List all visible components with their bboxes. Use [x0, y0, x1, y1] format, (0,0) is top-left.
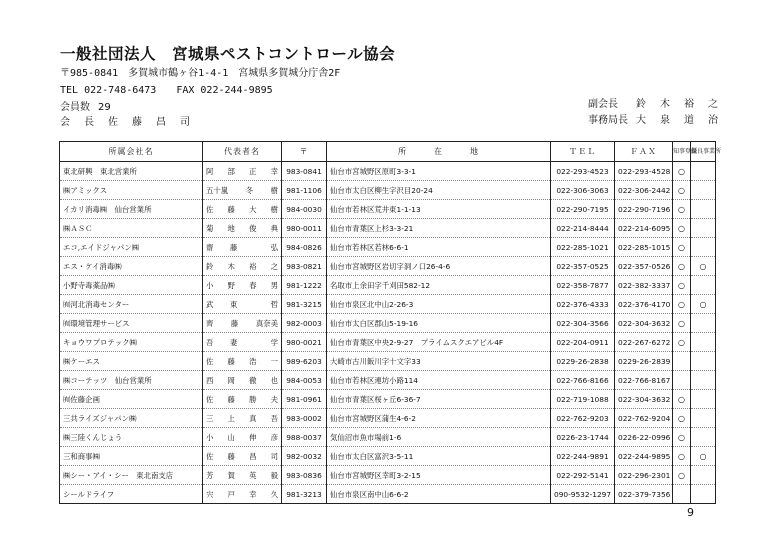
representative-name-part: 藤: [227, 451, 235, 461]
representative-name-part: 樹: [270, 204, 278, 214]
cell-governor-registration: ○: [673, 181, 691, 200]
cell-excellent-office: [691, 409, 716, 428]
cell-tel: 022-204-0911: [551, 333, 615, 352]
representative-name-part: 司: [270, 451, 278, 461]
cell-governor-registration: ○: [673, 238, 691, 257]
officer-role: 副会長: [588, 99, 618, 110]
representative-name: [206, 470, 278, 481]
cell-governor-registration: [673, 352, 691, 371]
organization-title: 一般社団法人 宮城県ペストコントロール協会: [60, 45, 396, 63]
table-row: [60, 409, 716, 428]
representative-name: [206, 356, 278, 367]
cell-excellent-office: [691, 390, 716, 409]
cell-address: 仙台市宮城野区幸町3-2-15: [327, 466, 551, 485]
cell-tel: 022-290-7195: [551, 200, 615, 219]
representative-name: [206, 432, 278, 443]
table-row: [60, 466, 716, 485]
cell-tel: 022-766-8166: [551, 371, 615, 390]
cell-tel: 022-293-4523: [551, 162, 615, 181]
representative-name-part: 男: [270, 280, 278, 290]
cell-tel: 090-9532-1297: [551, 485, 615, 504]
header-governor-registration: 知事登録: [673, 142, 691, 162]
cell-governor-registration: ○: [673, 276, 691, 295]
representative-name: [206, 413, 278, 424]
cell-excellent-office: ○: [691, 257, 716, 276]
cell-company: エス・ケイ消毒㈱: [60, 257, 203, 276]
cell-representative: [203, 352, 282, 371]
representative-name: [206, 299, 278, 310]
representative-name-part: 小: [206, 280, 214, 290]
representative-name-part: 五十嵐: [206, 185, 229, 195]
cell-address: 大崎市古川飯川字十文字33: [327, 352, 551, 371]
cell-fax: 0229-26-2839: [615, 352, 673, 371]
cell-representative: [203, 295, 282, 314]
representative-name-part: 哲: [270, 299, 278, 309]
header-company: 所属会社名: [60, 142, 203, 162]
cell-excellent-office: [691, 200, 716, 219]
cell-tel: 0229-26-2838: [551, 352, 615, 371]
cell-company: ㈲佐藤企画: [60, 390, 203, 409]
representative-name-part: 武: [206, 299, 214, 309]
officer-role: 事務局長: [588, 115, 628, 126]
representative-name-part: 賀: [227, 470, 235, 480]
representative-name-part: 也: [270, 375, 278, 385]
cell-tel: 022-357-0525: [551, 257, 615, 276]
representative-name-part: 久: [270, 489, 278, 499]
representative-name-part: 真: [249, 413, 257, 423]
cell-address: 仙台市青葉区桜ヶ丘6-36-7: [327, 390, 551, 409]
representative-name-part: 野: [227, 280, 235, 290]
table-row: [60, 238, 716, 257]
representative-name-part: 吾: [206, 337, 214, 347]
representative-name-part: 齋: [206, 242, 214, 252]
cell-tel: 022-244-9891: [551, 447, 615, 466]
cell-fax: 022-306-2442: [615, 181, 673, 200]
cell-representative: [203, 238, 282, 257]
representative-name-part: 藤: [227, 204, 235, 214]
cell-representative: [203, 219, 282, 238]
representative-name: [206, 242, 278, 253]
cell-excellent-office: [691, 466, 716, 485]
cell-excellent-office: [691, 428, 716, 447]
cell-fax: 022-290-7196: [615, 200, 673, 219]
representative-name-part: 芳: [206, 470, 214, 480]
cell-zip: 983-0836: [282, 466, 327, 485]
cell-address: 仙台市宮城野区岩切字洞ノ口26-4-6: [327, 257, 551, 276]
representative-name-part: 藤: [227, 356, 235, 366]
cell-representative: [203, 200, 282, 219]
representative-name-part: 之: [270, 261, 278, 271]
cell-governor-registration: ○: [673, 257, 691, 276]
representative-name-part: 藤: [230, 242, 238, 252]
representative-name: [206, 223, 278, 234]
cell-tel: 022-358-7877: [551, 276, 615, 295]
representative-name-part: 上: [227, 413, 235, 423]
cell-company: ㈱シー・アイ・シー 東北南支店: [60, 466, 203, 485]
cell-fax: 022-376-4170: [615, 295, 673, 314]
cell-company: ㈱ＡＳＣ: [60, 219, 203, 238]
table-row: [60, 352, 716, 371]
cell-address: 仙台市青葉区上杉3-3-21: [327, 219, 551, 238]
cell-tel: 022-719-1088: [551, 390, 615, 409]
representative-name-part: 地: [227, 223, 235, 233]
header-fax: ＦＡＸ: [615, 142, 673, 162]
cell-zip: 982-0032: [282, 447, 327, 466]
representative-name-part: 佐: [206, 356, 214, 366]
cell-governor-registration: ○: [673, 447, 691, 466]
cell-address: 仙台市泉区北中山2-26-3: [327, 295, 551, 314]
cell-governor-registration: ○: [673, 219, 691, 238]
cell-zip: 983-0841: [282, 162, 327, 181]
officer-name: 大 泉 道 治: [636, 115, 720, 126]
cell-address: 仙台市泉区南中山6-6-2: [327, 485, 551, 504]
table-row: [60, 485, 716, 504]
representative-name: [206, 166, 278, 177]
representative-name-part: 吾: [270, 413, 278, 423]
cell-zip: 981-1106: [282, 181, 327, 200]
cell-tel: 022-376-4333: [551, 295, 615, 314]
cell-company: イカリ消毒㈱ 仙台営業所: [60, 200, 203, 219]
representative-name-part: 戸: [227, 489, 235, 499]
officer-name: 鈴 木 裕 之: [636, 99, 720, 110]
representative-name-part: 典: [270, 223, 278, 233]
cell-representative: [203, 333, 282, 352]
member-table: [59, 141, 722, 504]
cell-governor-registration: ○: [673, 162, 691, 181]
representative-name-part: 昌: [249, 451, 257, 461]
cell-zip: 984-0826: [282, 238, 327, 257]
cell-address: 仙台市宮城野区原町3-3-1: [327, 162, 551, 181]
representative-name-part: 勝: [249, 394, 257, 404]
representative-name-part: 山: [227, 432, 235, 442]
table-row: [60, 333, 716, 352]
cell-zip: 983-0821: [282, 257, 327, 276]
representative-name: [206, 261, 278, 272]
representative-name-part: 英: [249, 470, 257, 480]
cell-tel: 022-306-3063: [551, 181, 615, 200]
cell-fax: 022-244-9895: [615, 447, 673, 466]
cell-representative: [203, 447, 282, 466]
cell-tel: 022-762-9203: [551, 409, 615, 428]
representative-name: [206, 318, 278, 329]
representative-name-part: 彦: [270, 432, 278, 442]
cell-tel: 022-292-5141: [551, 466, 615, 485]
representative-name-part: 一: [270, 356, 278, 366]
officer-vice-president: [588, 97, 720, 113]
representative-name-part: 菊: [206, 223, 214, 233]
officer-secretary-general: [588, 113, 720, 129]
representative-name-part: 宍: [206, 489, 214, 499]
cell-address: 仙台市太白区郡山5-19-16: [327, 314, 551, 333]
cell-governor-registration: ○: [673, 466, 691, 485]
representative-name: [206, 337, 278, 348]
cell-tel: 022-285-1021: [551, 238, 615, 257]
representative-name: [206, 489, 278, 500]
representative-name-part: 伸: [249, 432, 257, 442]
cell-governor-registration: ○: [673, 428, 691, 447]
member-count: [60, 98, 111, 113]
cell-zip: 980-0011: [282, 219, 327, 238]
cell-tel: 022-214-8444: [551, 219, 615, 238]
president: 会 長 佐 藤 昌 司: [60, 117, 192, 128]
table-row: [60, 447, 716, 466]
representative-name-part: 幸: [249, 489, 257, 499]
table-row: [60, 257, 716, 276]
cell-address: 名取市上余田字千刈田582-12: [327, 276, 551, 295]
cell-governor-registration: [673, 371, 691, 390]
cell-company: ㈲河北消毒センター: [60, 295, 203, 314]
table-header-row: [60, 142, 716, 162]
cell-representative: [203, 276, 282, 295]
cell-company: ㈱コーテッツ 仙台営業所: [60, 371, 203, 390]
representative-name-part: 藤: [230, 318, 239, 328]
table-row: [60, 371, 716, 390]
cell-excellent-office: [691, 333, 716, 352]
table-row: [60, 181, 716, 200]
cell-zip: 988-0037: [282, 428, 327, 447]
cell-fax: 022-304-3632: [615, 314, 673, 333]
cell-excellent-office: [691, 181, 716, 200]
cell-fax: 022-382-3337: [615, 276, 673, 295]
representative-name-part: 正: [249, 166, 257, 176]
representative-name-part: 東: [230, 299, 238, 309]
cell-company: 東北研興 東北営業所: [60, 162, 203, 181]
cell-governor-registration: ○: [673, 390, 691, 409]
table-row: [60, 314, 716, 333]
representative-name: [206, 280, 278, 291]
cell-representative: [203, 428, 282, 447]
representative-name-part: 樹: [270, 185, 278, 195]
representative-name-part: 佐: [206, 394, 214, 404]
cell-company: 三和商事㈱: [60, 447, 203, 466]
cell-fax: 022-357-0526: [615, 257, 673, 276]
cell-excellent-office: ○: [691, 295, 716, 314]
header-representative: 代表者名: [203, 142, 282, 162]
cell-excellent-office: [691, 219, 716, 238]
cell-fax: 022-214-6095: [615, 219, 673, 238]
representative-name-part: 学: [270, 337, 278, 347]
representative-name-part: 小: [206, 432, 214, 442]
cell-zip: 984-0053: [282, 371, 327, 390]
table-row: [60, 390, 716, 409]
representative-name-part: 妻: [230, 337, 238, 347]
representative-name-part: 夫: [270, 394, 278, 404]
cell-company: キョウワプロテック㈱: [60, 333, 203, 352]
cell-company: エコ,エイドジャパン㈱: [60, 238, 203, 257]
cell-zip: 981-0961: [282, 390, 327, 409]
representative-name-part: 佐: [206, 451, 214, 461]
representative-name: [206, 451, 278, 462]
cell-tel: 0226-23-1744: [551, 428, 615, 447]
cell-excellent-office: [691, 238, 716, 257]
cell-representative: [203, 162, 282, 181]
cell-representative: [203, 371, 282, 390]
cell-fax: 0226-22-0996: [615, 428, 673, 447]
officers-list: [588, 97, 720, 129]
header-zip: 〒: [282, 142, 327, 162]
cell-representative: [203, 181, 282, 200]
cell-address: 仙台市若林区連坊小路114: [327, 371, 551, 390]
representative-name-part: 裕: [249, 261, 257, 271]
header-address: 所 在 地: [327, 142, 551, 162]
cell-company: 三共ライズジャパン㈱: [60, 409, 203, 428]
representative-name-part: 徹: [249, 375, 257, 385]
organization-tel-fax: TEL 022-748-6473 FAX 022-244-9895: [60, 85, 273, 96]
representative-name: [206, 375, 278, 386]
cell-excellent-office: ○: [691, 447, 716, 466]
cell-company: シールドライフ: [60, 485, 203, 504]
cell-fax: 022-304-3632: [615, 390, 673, 409]
cell-fax: 022-293-4528: [615, 162, 673, 181]
table-row: [60, 276, 716, 295]
cell-fax: 022-379-7356: [615, 485, 673, 504]
representative-name-part: 冬: [245, 185, 254, 195]
cell-address: 仙台市若林区若林6-6-1: [327, 238, 551, 257]
cell-zip: 989-6203: [282, 352, 327, 371]
cell-zip: 981-1222: [282, 276, 327, 295]
table-body: [60, 162, 716, 504]
cell-zip: 980-0021: [282, 333, 327, 352]
cell-fax: 022-766-8167: [615, 371, 673, 390]
header-tel: ＴＥＬ: [551, 142, 615, 162]
cell-governor-registration: ○: [673, 200, 691, 219]
cell-excellent-office: [691, 352, 716, 371]
cell-address: 気仙沼市魚市場前1-6: [327, 428, 551, 447]
cell-fax: 022-762-9204: [615, 409, 673, 428]
table-row: [60, 295, 716, 314]
cell-company: 小野寺毒薬品㈱: [60, 276, 203, 295]
representative-name-part: 岡: [227, 375, 235, 385]
representative-name-part: 春: [249, 280, 257, 290]
table-row: [60, 200, 716, 219]
representative-name-part: 部: [227, 166, 235, 176]
cell-address: 仙台市宮城野区蒲生4-6-2: [327, 409, 551, 428]
page-number: 9: [687, 506, 694, 519]
cell-zip: 981-3213: [282, 485, 327, 504]
representative-name: [206, 394, 278, 405]
header-excellent-office: 優良事業所: [691, 142, 716, 162]
cell-address: 仙台市太白区柳生字沢目20-24: [327, 181, 551, 200]
representative-name-part: 毅: [270, 470, 278, 480]
representative-name-part: 幸: [270, 166, 278, 176]
cell-governor-registration: ○: [673, 333, 691, 352]
cell-governor-registration: ○: [673, 314, 691, 333]
representative-name-part: 齊: [206, 318, 214, 328]
cell-representative: [203, 257, 282, 276]
representative-name-part: 俊: [249, 223, 257, 233]
cell-excellent-office: [691, 276, 716, 295]
cell-representative: [203, 485, 282, 504]
cell-zip: 981-3215: [282, 295, 327, 314]
table-row: [60, 162, 716, 181]
cell-company: ㈱アミックス: [60, 181, 203, 200]
cell-address: 仙台市青葉区中央2-9-27 プライムスクエアビル4F: [327, 333, 551, 352]
cell-governor-registration: [673, 485, 691, 504]
representative-name-part: 西: [206, 375, 214, 385]
representative-name-part: 藤: [227, 394, 235, 404]
representative-name-part: 大: [249, 204, 257, 214]
representative-name-part: 阿: [206, 166, 214, 176]
representative-name: [206, 185, 278, 196]
cell-representative: [203, 390, 282, 409]
cell-fax: 022-267-6272: [615, 333, 673, 352]
representative-name-part: 三: [206, 413, 214, 423]
representative-name-part: 真奈美: [255, 318, 278, 328]
cell-excellent-office: [691, 162, 716, 181]
cell-representative: [203, 466, 282, 485]
cell-excellent-office: [691, 371, 716, 390]
cell-excellent-office: [691, 485, 716, 504]
cell-address: 仙台市太白区富沢3-5-11: [327, 447, 551, 466]
representative-name-part: 佐: [206, 204, 214, 214]
cell-zip: 984-0030: [282, 200, 327, 219]
cell-address: 仙台市若林区荒井東1-1-13: [327, 200, 551, 219]
cell-representative: [203, 409, 282, 428]
member-count-value: 29: [98, 102, 111, 113]
cell-fax: 022-296-2301: [615, 466, 673, 485]
cell-zip: 983-0002: [282, 409, 327, 428]
cell-company: ㈱ケーエス: [60, 352, 203, 371]
cell-governor-registration: ○: [673, 409, 691, 428]
cell-zip: 982-0003: [282, 314, 327, 333]
cell-company: ㈲環境管理サービス: [60, 314, 203, 333]
organization-address: 〒985-0841 多賀城市鶴ヶ谷1-4-1 宮城県多賀城分庁舎2F: [60, 68, 341, 79]
representative-name-part: 鈴: [206, 261, 214, 271]
cell-company: ㈱三陸くんじょう: [60, 428, 203, 447]
cell-representative: [203, 314, 282, 333]
representative-name-part: 木: [227, 261, 235, 271]
representative-name-part: 弘: [270, 242, 278, 252]
representative-name: [206, 204, 278, 215]
cell-tel: 022-304-3566: [551, 314, 615, 333]
table-row: [60, 428, 716, 447]
representative-name-part: 浩: [249, 356, 257, 366]
table-row: [60, 219, 716, 238]
cell-excellent-office: [691, 314, 716, 333]
cell-fax: 022-285-1015: [615, 238, 673, 257]
member-count-label: 会員数: [60, 102, 90, 113]
cell-governor-registration: ○: [673, 295, 691, 314]
